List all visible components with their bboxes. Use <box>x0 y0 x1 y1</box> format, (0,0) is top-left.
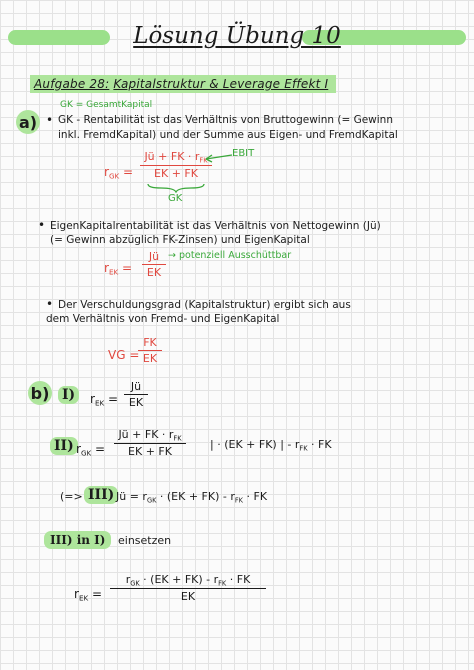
roman-one-marker: I) <box>58 386 79 404</box>
bullet-1-line-1: GK - Rentabilität ist das Verhältnis von Bruttogewinn (= Gewinn <box>58 114 393 126</box>
rgk-lhs: $r_{GK}$ = <box>104 165 134 181</box>
final-lhs: $r_{EK}$ = <box>74 587 103 603</box>
bullet-2-line-2: (= Gewinn abzüglich FK-Zinsen) und EigenKapital <box>50 234 310 246</box>
brace-icon <box>146 183 206 193</box>
task-label: Aufgabe 28: <box>34 77 110 91</box>
brace-label: GK <box>168 193 183 204</box>
eq2-numerator: Jü + FK · r <box>118 428 174 441</box>
rgk-fraction: Jü + FK · $r_{FK}$ EK + FK <box>140 150 212 180</box>
final-fraction <box>110 573 266 603</box>
eq2-denominator: EK + FK <box>128 445 172 459</box>
rek-lhs: $r_{EK}$ = <box>104 261 133 277</box>
rek-fraction <box>142 250 166 279</box>
final-numerator: $r_{GK} \cdot (EK + FK) - r_{FK}$ · FK <box>125 573 251 588</box>
roman-two-marker: II) <box>50 437 78 455</box>
insert-text: einsetzen <box>118 534 172 547</box>
eq1-fraction <box>124 380 148 409</box>
ebit-note: EBIT <box>232 148 255 159</box>
task-title: Kapitalstruktur & Leverage Effekt I <box>113 77 329 91</box>
vg-denominator: EK <box>142 352 158 365</box>
right-arrow-icon: → <box>168 250 176 261</box>
eq1-lhs: $r_{EK}$ = <box>90 392 119 408</box>
bullet-1-dot: • <box>46 113 54 127</box>
equivalence-arrow: (=> <box>60 490 83 503</box>
part-b-marker: b) <box>28 381 52 405</box>
bullet-3-line-2: dem Verhältnis von Fremd- und EigenKapital <box>46 313 280 325</box>
roman-three-marker: III) <box>84 486 118 504</box>
part-a-marker: a) <box>16 110 40 134</box>
ebit-arrow-icon <box>200 150 234 164</box>
bullet-2-dot: • <box>38 218 46 232</box>
rgk-denominator: EK + FK <box>154 167 198 181</box>
insert-marker: III) in I) <box>44 531 111 549</box>
bullet-3-line-1: Der Verschuldungsgrad (Kapitalstruktur) ergibt sich aus <box>58 299 351 311</box>
final-denominator: EK <box>180 590 196 604</box>
eq2-lhs: $r_{GK}$ = <box>76 442 106 458</box>
bullet-2-line-1: EigenKapitalrentabilität ist das Verhältnis von Nettogewinn (Jü) <box>50 220 381 232</box>
rgk-numerator: Jü + FK · r <box>144 150 200 163</box>
vg-lhs: VG = <box>108 348 140 362</box>
bullet-3-dot: • <box>46 297 54 311</box>
vg-numerator: FK <box>143 336 157 349</box>
rek-numerator: Jü <box>148 250 160 263</box>
page-title: Lösung Übung 10 <box>133 23 341 49</box>
eq2-operation: | · (EK + FK) | - $r_{FK}$ · FK <box>210 438 332 453</box>
rek-note: → potenziell Ausschüttbar <box>168 250 292 261</box>
eq2-fraction: Jü + FK · $r_{FK}$ EK + FK <box>114 428 186 458</box>
eq3-expression: Jü = $r_{GK} \cdot (EK + FK) - r_{FK}$ · FK <box>116 490 268 505</box>
title-bar-left <box>8 30 110 45</box>
task-heading <box>30 75 336 93</box>
gk-definition-note: GK = GesamtKapital <box>60 100 153 110</box>
bullet-1-line-2: inkl. FremdKapital) und der Summe aus Eigen- und FremdKapital <box>58 129 398 141</box>
eq1-numerator: Jü <box>130 380 142 393</box>
eq1-denominator: EK <box>128 396 144 409</box>
rek-denominator: EK <box>146 266 162 279</box>
vg-fraction <box>138 336 162 365</box>
